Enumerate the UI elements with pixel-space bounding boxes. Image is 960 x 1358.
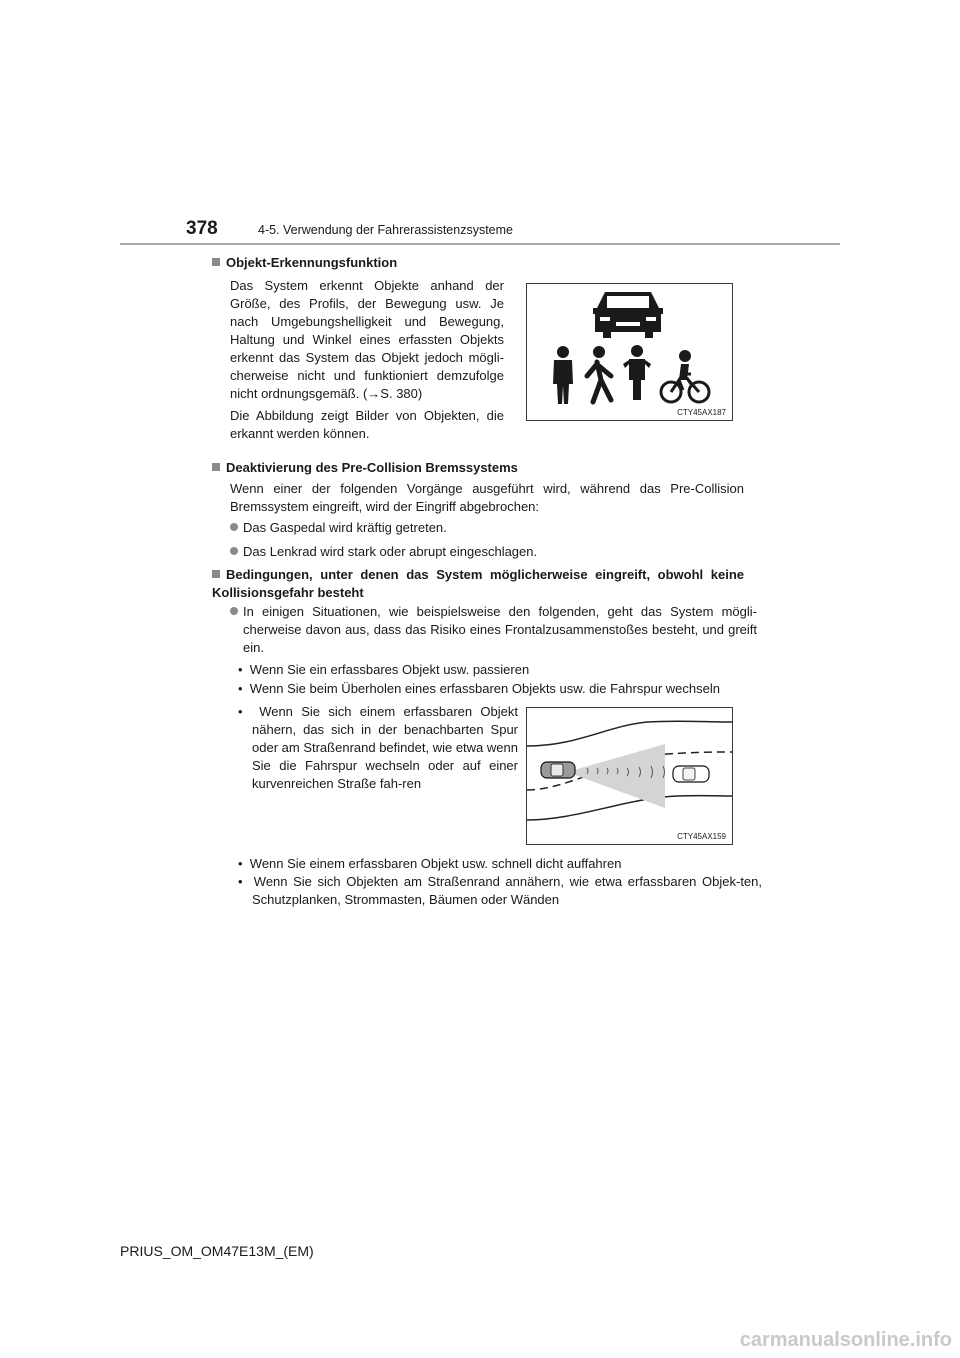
vehicle-ahead-icon	[673, 766, 709, 782]
vehicle-own-icon	[541, 762, 575, 778]
lane-change-illustration	[527, 708, 732, 844]
list-item-text: Wenn Sie einem erfassbaren Objekt usw. schnell dicht auffahren	[249, 856, 622, 871]
header-divider	[120, 243, 840, 245]
figure-code: CTY45AX159	[677, 832, 726, 841]
heading-text: Deaktivierung des Pre-Collision Bremssystems	[226, 460, 518, 475]
bullet-text: In einigen Situationen, wie beispielsweise den folgenden, geht das System mögli-cherweise davon aus, dass das Risiko eines Frontalzusammenstoßes besteht, und greift ein.	[243, 604, 757, 655]
square-bullet-icon	[212, 258, 220, 266]
cyclist-front-icon	[623, 345, 651, 400]
paragraph-figure-note: Die Abbildung zeigt Bilder von Objekten, die erkannt werden können.	[230, 408, 504, 441]
heading-false-activation	[212, 566, 744, 602]
bullet-accelerator	[230, 519, 447, 537]
list-item: • Wenn Sie einem erfassbaren Objekt usw. schnell dicht auffahren	[238, 856, 622, 871]
figure-code: CTY45AX187	[677, 408, 726, 417]
bullet-text: Das Gaspedal wird kräftig getreten.	[243, 520, 447, 535]
page-number: 378	[186, 218, 218, 239]
list-item: • Wenn Sie ein erfassbares Objekt usw. passieren	[238, 662, 530, 677]
bullet-text: Das Lenkrad wird stark oder abrupt eingeschlagen.	[243, 544, 538, 559]
list-item-text: Wenn Sie ein erfassbares Objekt usw. passieren	[249, 662, 530, 677]
heading-text: Objekt-Erkennungsfunktion	[226, 255, 398, 270]
section-title: 4-5. Verwendung der Fahrerassistenzsysteme	[258, 223, 513, 237]
paragraph-detection: Das System erkennt Objekte anhand der Größe, des Profils, der Bewegung usw. Je nach Umgebungshelligkeit und Bewegung, Haltung und Winkel eines erfassten Objekts erkennt das System das Objekt jedoch mögli-cherweise nicht und funktioniert demzufolge nicht ordnungsgemäß. (→S. 380)	[230, 278, 504, 401]
bullet-steering	[230, 543, 537, 561]
car-front-icon	[593, 292, 663, 338]
list-item: • Wenn Sie sich Objekten am Straßenrand annähern, wie etwa erfassbaren Objek-ten, Schutzplanken, Strommasten, Bäumen oder Wänden	[238, 874, 762, 907]
pedestrian-standing-icon	[553, 346, 573, 404]
square-bullet-icon	[212, 463, 220, 471]
list-item-text: Wenn Sie sich einem erfassbaren Objekt nähern, das sich in der benachbarten Spur oder am Straßenrand befindet, wie etwa wenn Sie die Fahrspur wechseln oder auf einer kurvenreichen Straße fah-ren	[252, 704, 519, 791]
figure-detectable-objects	[526, 283, 733, 421]
radar-beam-icon	[567, 744, 665, 808]
heading-text: Bedingungen, unter denen das System möglicherweise eingreift, obwohl keine Kollisionsgefahr besteht	[212, 567, 744, 600]
list-item-text: Wenn Sie beim Überholen eines erfassbaren Objekts usw. die Fahrspur wechseln	[249, 681, 720, 696]
footer-document-code: PRIUS_OM_OM47E13M_(EM)	[120, 1243, 314, 1259]
circle-bullet-icon	[230, 547, 238, 555]
bullet-situations	[230, 603, 757, 657]
list-item: • Wenn Sie beim Überholen eines erfassbaren Objekts usw. die Fahrspur wechseln	[238, 681, 720, 696]
list-item-text: Wenn Sie sich Objekten am Straßenrand annähern, wie etwa erfassbaren Objek-ten, Schutzplanken, Strommasten, Bäumen oder Wänden	[252, 874, 762, 907]
square-bullet-icon	[212, 570, 220, 578]
cyclist-side-icon	[661, 350, 709, 402]
circle-bullet-icon	[230, 523, 238, 531]
heading-object-detection	[212, 254, 397, 272]
heading-deactivation	[212, 459, 518, 477]
paragraph-deactivation: Wenn einer der folgenden Vorgänge ausgeführt wird, während das Pre-Collision Bremssystem eingreift, wird der Eingriff abgebrochen:	[230, 481, 744, 514]
pedestrian-walking-icon	[587, 346, 611, 402]
circle-bullet-icon	[230, 607, 238, 615]
watermark: carmanualsonline.info	[739, 1329, 952, 1351]
list-item: • Wenn Sie sich einem erfassbaren Objekt nähern, das sich in der benachbarten Spur oder am Straßenrand befindet, wie etwa wenn Sie die Fahrspur wechseln oder auf einer kurvenreichen Straße fah-ren	[238, 704, 519, 791]
figure-lane-change	[526, 707, 733, 845]
detectable-objects-illustration	[527, 284, 732, 420]
